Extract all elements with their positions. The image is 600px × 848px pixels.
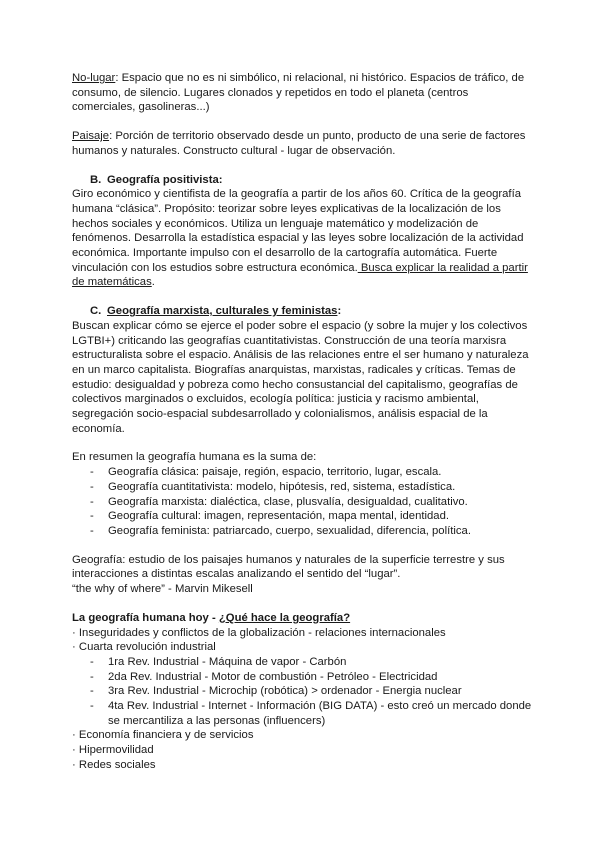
section-b-end: . [151,276,155,289]
section-b-heading [72,173,534,188]
paisaje-definition: : Porción de territorio observado desde un punto, producto de una serie de factores humanos y naturales. Constructo cultural - lugar de observación. [72,130,526,157]
dash-bullet: - [90,670,94,683]
hoy-item-globalizacion [72,626,534,641]
definicion-text: Geografía: estudio de los paisajes humanos y naturales de la superficie terrestre y sus interacciones a distintas escalas analizando el sentido del “lugar”. [72,553,505,581]
hoy-item-text: Inseguridades y conflictos de la globalización - relaciones internacionales [78,626,446,639]
list-item-text: 1ra Rev. Industrial - Máquina de vapor - Carbón [108,655,347,668]
section-b-body [72,187,534,290]
hoy-title-b: ¿Qué hace la geografía? [218,611,351,624]
section-c-marker: C. [90,305,102,318]
section-b-highlight: Busca explicar la realidad a partir de matemáticas [72,261,528,289]
list-item [72,524,534,539]
dash-bullet: - [90,524,94,537]
list-item [72,684,534,699]
list-item-text: Geografía cultural: imagen, representación, mapa mental, identidad. [108,510,449,523]
list-item-text: Geografía feminista: patriarcado, cuerpo, sexualidad, diferencia, política. [108,524,471,537]
no-lugar-paragraph [72,71,534,115]
document-body [72,71,534,773]
hoy-item-redes [72,758,534,773]
section-b-title: Geografía positivista: [107,173,223,186]
resumen-intro: En resumen la geografía humana es la suma de: [72,451,317,464]
dash-bullet: - [90,495,94,508]
hoy-item-text: Cuarta revolución industrial [78,641,216,654]
dot-bullet: · [72,729,76,742]
hoy-item-revolucion [72,640,534,655]
paisaje-term: Paisaje [72,130,110,143]
list-item [72,480,534,495]
dot-bullet: · [72,626,76,639]
section-c-title: Geografía marxista, culturales y feministas [107,305,338,318]
paisaje-paragraph [72,129,534,158]
no-lugar-definition: : Espacio que no es ni simbólico, ni relacional, ni histórico. Espacios de tráfico, de consumo, de silencio. Lugares clonados y repetidos en todo el planeta (centros comerciales, gasolineras...) [72,72,525,114]
dot-bullet: · [72,641,76,654]
list-item-text: 2da Rev. Industrial - Motor de combustión - Petróleo - Electricidad [108,670,438,683]
dash-bullet: - [90,466,94,479]
list-item [72,655,534,670]
dash-bullet: - [90,685,94,698]
hoy-item-text: Hipermovilidad [78,744,154,757]
hoy-title-a: La geografía humana hoy [72,611,209,624]
section-c-body: Buscan explicar cómo se ejerce el poder sobre el espacio (y sobre la mujer y los colectivos LGTBI+) criticando las geografías cuantitativistas. Construcción de una teoría marxisra estructuralista sobre el espacio. Análisis de las relaciones entre el ser humano y naturaleza en un marco capitalista. Biografías anarquistas, marxistas, radicales y críticas. Temas de estudio: desigualdad y pobreza como hecho consustancial del capitalismo, geografías de colectivos marginados o excluidos, ecología política: justicia y racismo ambiental, segregación socio-espacial subdesarrollado y colonialismos, análisis espacial de la economía. [72,319,529,435]
section-b-marker: B. [90,173,102,186]
resumen-list [72,465,534,539]
dot-bullet: · [72,744,76,757]
dot-bullet: · [72,758,76,771]
list-item [72,699,534,728]
dash-bullet: - [90,510,94,523]
hoy-item-text: Redes sociales [78,758,156,771]
list-item-text: 3ra Rev. Industrial - Microchip (robótica) > ordenador - Energia nuclear [108,685,462,698]
definicion-quote: “the why of where” - Marvin Mikesell [72,583,253,596]
list-item-text: Geografía cuantitativista: modelo, hipótesis, red, sistema, estadística. [108,480,456,493]
hoy-item-text: Economía financiera y de servicios [78,729,254,742]
section-c-title-end: : [337,305,342,318]
revoluciones-list [72,655,534,729]
dash-bullet: - [90,700,94,713]
no-lugar-term: No-lugar [72,72,116,84]
dash-bullet: - [90,655,94,668]
list-item-text: 4ta Rev. Industrial - Internet - Información (BIG DATA) - esto creó un mercado donde se mercantiliza a las personas (influencers) [108,700,532,727]
hoy-item-hipermovilidad [72,743,534,758]
list-item [72,509,534,524]
section-c-heading [72,304,534,319]
section-b-text: Giro económico y cientifista de la geografía a partir de los años 60. Crítica de la geografía humana “clásica”. Propósito: teorizar sobre leyes explicativas de la localización de los hechos sociales y económicos. Utiliza un lenguaje matemático y modelización de fenómenos. Desarrolla la estadística espacial y las leyes sobre localización de la actividad económica. Importante impulso con el desarrollo de la cartografía automática. Fuerte vinculación con los estudios sobre estructura económica. [72,188,524,274]
list-item [72,465,534,480]
hoy-title-sep: - [208,611,219,624]
list-item [72,495,534,510]
dash-bullet: - [90,480,94,493]
hoy-item-economia [72,728,534,743]
list-item [72,670,534,685]
list-item-text: Geografía clásica: paisaje, región, espacio, territorio, lugar, escala. [108,466,442,479]
list-item-text: Geografía marxista: dialéctica, clase, plusvalía, desigualdad, cualitativo. [108,495,468,508]
hoy-heading [72,611,534,626]
